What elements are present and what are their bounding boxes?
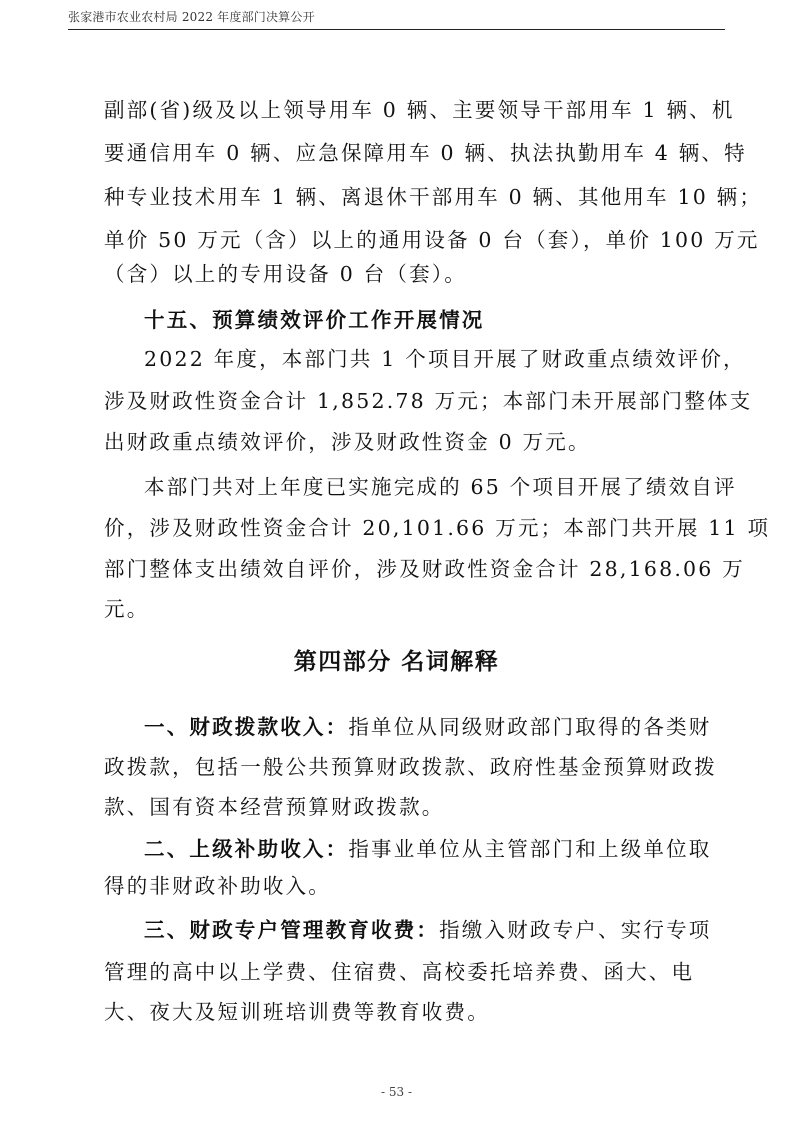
paragraph-line: 单价 50 万元（含）以上的通用设备 0 台（套），单价 100 万元 <box>104 228 760 252</box>
term-definition: 指事业单位从主管部门和上级单位取 <box>348 837 712 861</box>
paragraph-line: 种专业技术用车 1 辆、离退休干部用车 0 辆、其他用车 10 辆； <box>104 185 763 209</box>
term-line <box>144 918 712 942</box>
paragraph-line: 本部门共对上年度已实施完成的 65 个项目开展了绩效自评 <box>144 475 737 499</box>
paragraph-line: 管理的高中以上学费、住宿费、高校委托培养费、函大、电 <box>104 960 695 984</box>
running-header: 张家港市农业农村局 2022 年度部门决算公开 <box>68 10 315 24</box>
term-label: 一、财政拨款收入： <box>144 715 349 739</box>
header-rule <box>68 29 725 30</box>
paragraph-line: 政拨款，包括一般公共预算财政拨款、政府性基金预算财政拨 <box>104 755 717 779</box>
section-heading: 十五、预算绩效评价工作开展情况 <box>144 308 485 332</box>
term-definition: 指单位从同级财政部门取得的各类财 <box>348 715 712 739</box>
paragraph-line: 2022 年度，本部门共 1 个项目开展了财政重点绩效评价， <box>144 347 746 371</box>
term-label: 二、上级补助收入： <box>144 837 349 861</box>
paragraph-line: 部门整体支出绩效自评价，涉及财政性资金合计 28,168.06 万 <box>104 557 745 581</box>
term-definition: 指缴入财政专户、实行专项 <box>439 918 712 942</box>
paragraph-line: 价，涉及财政性资金合计 20,101.66 万元；本部门共开展 11 项 <box>104 516 771 540</box>
term-label: 三、财政专户管理教育收费： <box>144 918 440 942</box>
paragraph-line: 得的非财政补助收入。 <box>104 874 331 898</box>
paragraph-line: 涉及财政性资金合计 1,852.78 万元；本部门未开展部门整体支 <box>104 389 753 413</box>
paragraph-line: （含）以上的专用设备 0 台（套）。 <box>104 262 467 286</box>
part-heading: 第四部分 名词解释 <box>293 648 500 675</box>
paragraph-line: 元。 <box>104 597 150 621</box>
paragraph-line: 副部(省)级及以上领导用车 0 辆、主要领导干部用车 1 辆、机 <box>104 98 735 122</box>
term-line <box>144 837 712 861</box>
term-line <box>144 715 712 739</box>
paragraph-line: 出财政重点绩效评价，涉及财政性资金 0 万元。 <box>104 430 591 454</box>
page-number: - 53 - <box>380 1085 412 1099</box>
paragraph-line: 款、国有资本经营预算财政拨款。 <box>104 795 445 819</box>
paragraph-line: 要通信用车 0 辆、应急保障用车 0 辆、执法执勤用车 4 辆、特 <box>104 141 747 165</box>
paragraph-line: 大、夜大及短训班培训费等教育收费。 <box>104 1000 490 1024</box>
